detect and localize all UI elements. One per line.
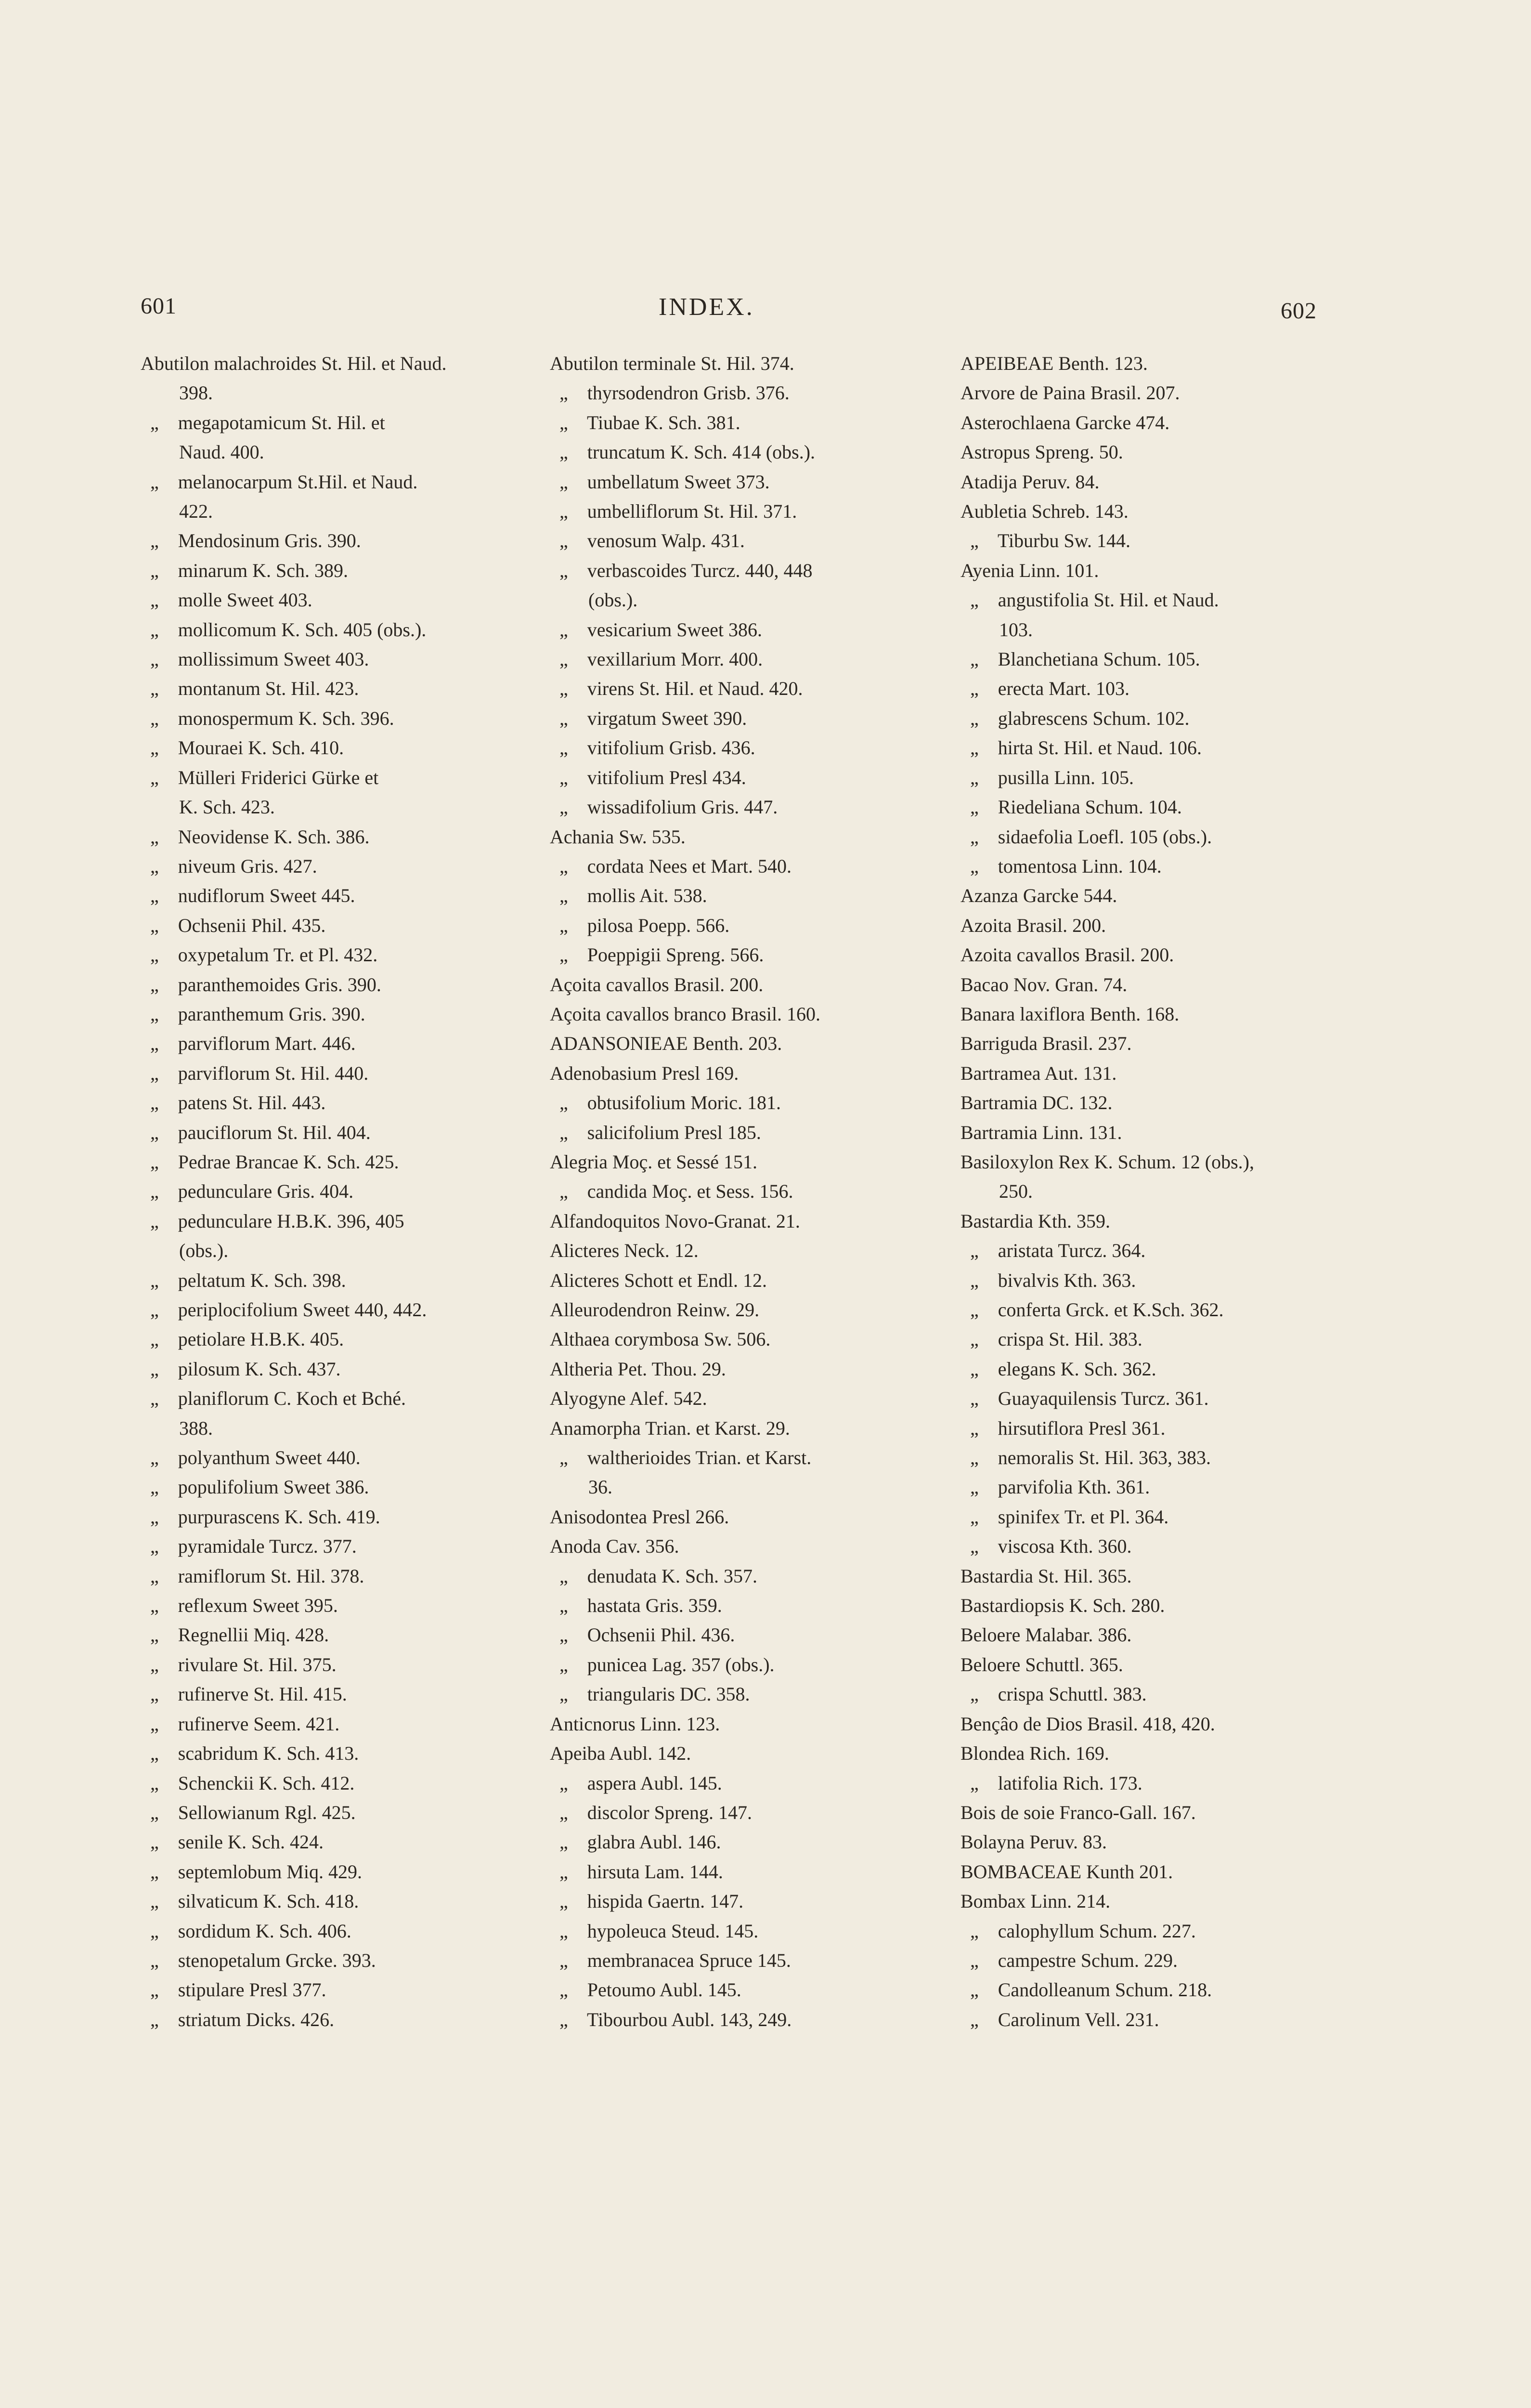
index-entry: „ pusilla Linn. 105. [960, 766, 1134, 788]
index-entry: „ virgatum Sweet 390. [550, 707, 747, 729]
index-entry: „ scabridum K. Sch. 413. [141, 1742, 359, 1765]
index-entry: Basiloxylon Rex K. Schum. 12 (obs.), [960, 1151, 1254, 1173]
index-entry: Abutilon malachroides St. Hil. et Naud. [141, 353, 447, 374]
index-entry: Alyogyne Alef. 542. [550, 1387, 707, 1410]
index-entry: „ Mendosinum Gris. 390. [141, 530, 361, 552]
index-entry: „ waltherioides Trian. et Karst. [550, 1447, 812, 1469]
index-entry: „ Mouraei K. Sch. 410. [141, 737, 344, 759]
index-entry: Alfandoquitos Novo-Granat. 21. [550, 1210, 800, 1232]
index-entry: „ punicea Lag. 357 (obs.). [550, 1653, 775, 1675]
index-entry: „ erecta Mart. 103. [960, 678, 1129, 700]
index-entry: „ elegans K. Sch. 362. [960, 1358, 1156, 1380]
index-entry: Bois de soie Franco-Gall. 167. [960, 1801, 1196, 1823]
index-entry: „ virens St. Hil. et Naud. 420. [550, 678, 803, 700]
index-entry: „ rivulare St. Hil. 375. [141, 1653, 337, 1675]
index-entry: Astropus Spreng. 50. [960, 441, 1123, 463]
index-entry: Arvore de Paina Brasil. 207. [960, 382, 1180, 404]
index-entry: Alicteres Schott et Endl. 12. [550, 1269, 767, 1291]
index-entry: „ hastata Gris. 359. [550, 1595, 722, 1617]
index-entry: „ aspera Aubl. 145. [550, 1772, 722, 1794]
index-entry: „ vexillarium Morr. 400. [550, 648, 763, 670]
index-entry: „ latifolia Rich. 173. [960, 1772, 1142, 1794]
index-entry: 36. [550, 1476, 612, 1498]
index-entry: „ parvifolia Kth. 361. [960, 1476, 1150, 1498]
index-entry: „ umbelliflorum St. Hil. 371. [550, 500, 797, 523]
index-entry: Bartramea Aut. 131. [960, 1062, 1117, 1084]
index-entry: „ Sellowianum Rgl. 425. [141, 1801, 356, 1823]
index-entry: „ hispida Gaertn. 147. [550, 1890, 744, 1912]
index-entry: Azoita Brasil. 200. [960, 914, 1106, 936]
index-entry: Banara laxiflora Benth. 168. [960, 1003, 1180, 1025]
index-entry: 103. [960, 618, 1033, 641]
index-column-3 [960, 349, 1360, 2034]
index-entry: „ tomentosa Linn. 104. [960, 855, 1162, 877]
index-entry: „ glabra Aubl. 146. [550, 1831, 721, 1853]
right-page-number: 602 [1281, 298, 1317, 324]
index-entry: „ Schenckii K. Sch. 412. [141, 1772, 355, 1794]
index-entry: Bastardia St. Hil. 365. [960, 1565, 1132, 1587]
page-title: INDEX. [659, 293, 754, 321]
index-entry: „ pilosa Poepp. 566. [550, 914, 730, 936]
index-entry: „ nemoralis St. Hil. 363, 383. [960, 1447, 1211, 1469]
index-entry: „ vitifolium Presl 434. [550, 766, 746, 788]
index-entry: „ vesicarium Sweet 386. [550, 618, 762, 641]
index-entry: Naud. 400. [141, 441, 264, 463]
index-entry: Beloere Schuttl. 365. [960, 1653, 1123, 1675]
index-entry: „ monospermum K. Sch. 396. [141, 707, 394, 729]
index-entry: „ melanocarpum St.Hil. et Naud. [141, 471, 418, 493]
index-entry: „ rufinerve Seem. 421. [141, 1713, 340, 1735]
index-entry: Beloere Malabar. 386. [960, 1624, 1132, 1646]
index-entry: „ Ochsenii Phil. 435. [141, 914, 326, 936]
index-entry: Apeiba Aubl. 142. [550, 1742, 691, 1765]
index-entry: „ Pedrae Brancae K. Sch. 425. [141, 1151, 399, 1173]
index-entry: „ Ochsenii Phil. 436. [550, 1624, 735, 1646]
index-entry: „ parviflorum St. Hil. 440. [141, 1062, 369, 1084]
index-entry: Azanza Garcke 544. [960, 885, 1117, 907]
index-entry: Anticnorus Linn. 123. [550, 1713, 720, 1735]
index-entry: „ ramiflorum St. Hil. 378. [141, 1565, 364, 1587]
index-entry: Asterochlaena Garcke 474. [960, 411, 1170, 433]
index-entry: „ Carolinum Vell. 231. [960, 2008, 1159, 2030]
index-entry: „ hirsuta Lam. 144. [550, 1860, 723, 1883]
index-entry: „ megapotamicum St. Hil. et [141, 411, 385, 433]
index-entry: Bacao Nov. Gran. 74. [960, 973, 1128, 995]
index-entry: „ truncatum K. Sch. 414 (obs.). [550, 441, 816, 463]
index-entry: „ vitifolium Grisb. 436. [550, 737, 755, 759]
index-entry: Anisodontea Presl 266. [550, 1505, 729, 1528]
index-entry: „ crispa Schuttl. 383. [960, 1683, 1147, 1705]
index-entry: „ glabrescens Schum. 102. [960, 707, 1190, 729]
index-entry: „ paranthemoides Gris. 390. [141, 973, 381, 995]
index-column-2 [550, 349, 983, 2034]
index-entry: „ oxypetalum Tr. et Pl. 432. [141, 944, 378, 966]
index-entry: „ Poeppigii Spreng. 566. [550, 944, 764, 966]
index-entry: Aubletia Schreb. 143. [960, 500, 1129, 523]
index-entry: „ Blanchetiana Schum. 105. [960, 648, 1200, 670]
index-entry: Bolayna Peruv. 83. [960, 1831, 1107, 1853]
index-entry: „ hirta St. Hil. et Naud. 106. [960, 737, 1202, 759]
index-entry: „ reflexum Sweet 395. [141, 1595, 338, 1617]
index-entry: „ angustifolia St. Hil. et Naud. [960, 589, 1219, 611]
index-entry: Bartramia Linn. 131. [960, 1121, 1122, 1143]
index-entry: 422. [141, 500, 213, 523]
index-entry: „ thyrsodendron Grisb. 376. [550, 382, 790, 404]
index-entry: (obs.). [550, 589, 638, 611]
index-entry: „ Guayaquilensis Turcz. 361. [960, 1387, 1209, 1410]
index-entry: „ minarum K. Sch. 389. [141, 559, 349, 581]
index-entry: „ paranthemum Gris. 390. [141, 1003, 365, 1025]
index-entry: 398. [141, 382, 213, 404]
index-entry: Bombax Linn. 214. [960, 1890, 1111, 1912]
index-entry: (obs.). [141, 1240, 229, 1262]
index-entry: „ Petoumo Aubl. 145. [550, 1979, 741, 2001]
index-entry: „ umbellatum Sweet 373. [550, 471, 770, 493]
index-entry: „ petiolare H.B.K. 405. [141, 1328, 344, 1350]
index-entry: „ polyanthum Sweet 440. [141, 1447, 361, 1469]
index-entry: „ purpurascens K. Sch. 419. [141, 1505, 380, 1528]
index-entry: Bastardiopsis K. Sch. 280. [960, 1595, 1165, 1617]
left-page-number: 601 [141, 293, 177, 319]
index-entry: Bartramia DC. 132. [960, 1092, 1113, 1114]
index-entry: „ Neovidense K. Sch. 386. [141, 825, 370, 848]
index-entry: „ spinifex Tr. et Pl. 364. [960, 1505, 1169, 1528]
index-entry: Alicteres Neck. 12. [550, 1240, 699, 1262]
index-entry: „ peltatum K. Sch. 398. [141, 1269, 346, 1291]
index-entry: Ayenia Linn. 101. [960, 559, 1099, 581]
index-entry: „ Riedeliana Schum. 104. [960, 796, 1182, 818]
index-entry: „ bivalvis Kth. 363. [960, 1269, 1136, 1291]
index-entry: „ nudiflorum Sweet 445. [141, 885, 355, 907]
index-entry: „ salicifolium Presl 185. [550, 1121, 761, 1143]
index-entry: „ calophyllum Schum. 227. [960, 1920, 1196, 1942]
index-entry: Abutilon terminale St. Hil. 374. [550, 353, 794, 374]
index-entry: „ verbascoides Turcz. 440, 448 [550, 559, 813, 581]
index-entry: „ silvaticum K. Sch. 418. [141, 1890, 359, 1912]
index-entry: Altheria Pet. Thou. 29. [550, 1358, 726, 1380]
index-entry: „ rufinerve St. Hil. 415. [141, 1683, 347, 1705]
index-entry: „ Mülleri Friderici Gürke et [141, 766, 379, 788]
index-entry: Bençâo de Dios Brasil. 418, 420. [960, 1713, 1215, 1735]
index-entry: „ conferta Grck. et K.Sch. 362. [960, 1299, 1224, 1321]
index-entry: „ stipulare Presl 377. [141, 1979, 326, 2001]
index-entry: Althaea corymbosa Sw. 506. [550, 1328, 771, 1350]
index-entry: „ candida Moç. et Sess. 156. [550, 1180, 793, 1203]
index-entry: BOMBACEAE Kunth 201. [960, 1860, 1173, 1883]
index-entry: Barriguda Brasil. 237. [960, 1033, 1132, 1055]
index-entry: „ striatum Dicks. 426. [141, 2008, 335, 2030]
index-entry: „ viscosa Kth. 360. [960, 1535, 1132, 1557]
index-entry: Adenobasium Presl 169. [550, 1062, 739, 1084]
index-entry: „ membranacea Spruce 145. [550, 1949, 791, 1971]
index-entry: „ obtusifolium Moric. 181. [550, 1092, 781, 1114]
index-entry: „ pauciflorum St. Hil. 404. [141, 1121, 371, 1143]
index-entry: „ planiflorum C. Koch et Bché. [141, 1387, 406, 1410]
index-entry: Anoda Cav. 356. [550, 1535, 679, 1557]
index-entry: „ periplocifolium Sweet 440, 442. [141, 1299, 427, 1321]
index-entry: „ cordata Nees et Mart. 540. [550, 855, 792, 877]
index-entry: APEIBEAE Benth. 123. [960, 353, 1148, 374]
index-entry: „ Regnellii Miq. 428. [141, 1624, 329, 1646]
index-entry: 388. [141, 1417, 213, 1439]
index-entry: „ venosum Walp. 431. [550, 530, 745, 552]
index-entry: „ hypoleuca Steud. 145. [550, 1920, 759, 1942]
index-entry: 250. [960, 1180, 1033, 1203]
index-entry: „ pedunculare Gris. 404. [141, 1180, 354, 1203]
index-entry: „ senile K. Sch. 424. [141, 1831, 324, 1853]
index-entry: „ sidaefolia Loefl. 105 (obs.). [960, 825, 1212, 848]
index-entry: „ pedunculare H.B.K. 396, 405 [141, 1210, 404, 1232]
index-entry: Alegria Moç. et Sessé 151. [550, 1151, 758, 1173]
index-entry: Blondea Rich. 169. [960, 1742, 1109, 1765]
index-entry: „ Tiubae K. Sch. 381. [550, 411, 740, 433]
index-entry: „ montanum St. Hil. 423. [141, 678, 359, 700]
index-entry: „ wissadifolium Gris. 447. [550, 796, 778, 818]
index-entry: „ aristata Turcz. 364. [960, 1240, 1146, 1262]
index-entry: „ patens St. Hil. 443. [141, 1092, 326, 1114]
index-entry: K. Sch. 423. [141, 796, 275, 818]
index-entry: Açoita cavallos Brasil. 200. [550, 973, 764, 995]
index-entry: Atadija Peruv. 84. [960, 471, 1100, 493]
index-entry: „ mollis Ait. 538. [550, 885, 707, 907]
index-entry: Azoita cavallos Brasil. 200. [960, 944, 1174, 966]
index-entry: „ Candolleanum Schum. 218. [960, 1979, 1212, 2001]
index-entry: „ pyramidale Turcz. 377. [141, 1535, 357, 1557]
index-entry: „ hirsutiflora Presl 361. [960, 1417, 1166, 1439]
index-entry: Bastardia Kth. 359. [960, 1210, 1111, 1232]
index-entry: „ niveum Gris. 427. [141, 855, 317, 877]
index-entry: „ campestre Schum. 229. [960, 1949, 1178, 1971]
index-entry: ADANSONIEAE Benth. 203. [550, 1033, 782, 1055]
index-entry: „ mollicomum K. Sch. 405 (obs.). [141, 618, 427, 641]
index-entry: Açoita cavallos branco Brasil. 160. [550, 1003, 821, 1025]
index-entry: „ discolor Spreng. 147. [550, 1801, 752, 1823]
index-entry: „ crispa St. Hil. 383. [960, 1328, 1142, 1350]
index-entry: „ molle Sweet 403. [141, 589, 312, 611]
index-entry: „ mollissimum Sweet 403. [141, 648, 369, 670]
index-entry: „ Tiburbu Sw. 144. [960, 530, 1131, 552]
index-entry: Alleurodendron Reinw. 29. [550, 1299, 760, 1321]
index-entry: Achania Sw. 535. [550, 825, 686, 848]
index-entry: „ sordidum K. Sch. 406. [141, 1920, 351, 1942]
index-entry: „ stenopetalum Grcke. 393. [141, 1949, 376, 1971]
index-entry: „ Tibourbou Aubl. 143, 249. [550, 2008, 792, 2030]
index-entry: „ triangularis DC. 358. [550, 1683, 750, 1705]
index-column-1 [141, 349, 574, 2034]
index-entry: „ parviflorum Mart. 446. [141, 1033, 356, 1055]
index-entry: Anamorpha Trian. et Karst. 29. [550, 1417, 790, 1439]
index-entry: „ denudata K. Sch. 357. [550, 1565, 758, 1587]
index-entry: „ populifolium Sweet 386. [141, 1476, 369, 1498]
index-entry: „ pilosum K. Sch. 437. [141, 1358, 341, 1380]
index-entry: „ septemlobum Miq. 429. [141, 1860, 362, 1883]
